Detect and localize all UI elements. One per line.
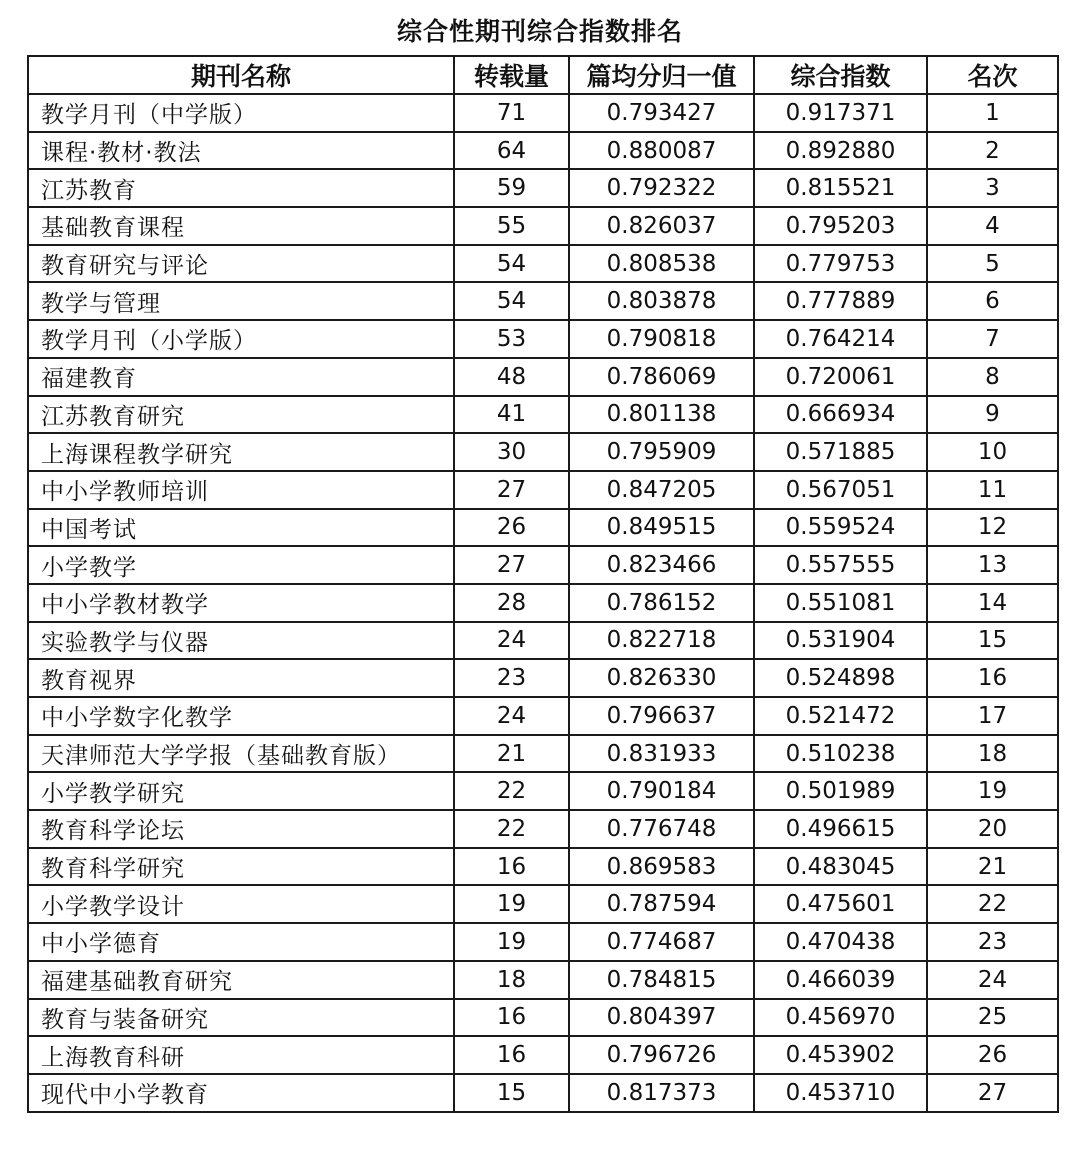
cell-repost-count: 16 <box>454 848 569 886</box>
cell-composite-index: 0.777889 <box>754 282 927 320</box>
cell-composite-index: 0.456970 <box>754 999 927 1037</box>
table-row <box>28 94 1058 132</box>
cell-repost-count: 71 <box>454 94 569 132</box>
cell-repost-count: 22 <box>454 810 569 848</box>
cell-journal-name: 现代中小学教育 <box>28 1074 454 1112</box>
cell-normalized-score: 0.826037 <box>569 207 754 245</box>
header-composite-index: 综合指数 <box>754 56 927 94</box>
cell-repost-count: 24 <box>454 622 569 660</box>
ranking-table <box>27 55 1059 1113</box>
cell-normalized-score: 0.822718 <box>569 622 754 660</box>
cell-repost-count: 19 <box>454 885 569 923</box>
cell-repost-count: 24 <box>454 697 569 735</box>
cell-rank: 6 <box>927 282 1058 320</box>
table-row <box>28 396 1058 434</box>
cell-composite-index: 0.483045 <box>754 848 927 886</box>
table-row <box>28 999 1058 1037</box>
table-row <box>28 961 1058 999</box>
table-header-row <box>28 56 1058 94</box>
cell-journal-name: 教育视界 <box>28 659 454 697</box>
cell-composite-index: 0.475601 <box>754 885 927 923</box>
cell-normalized-score: 0.786152 <box>569 584 754 622</box>
cell-composite-index: 0.720061 <box>754 358 927 396</box>
cell-composite-index: 0.551081 <box>754 584 927 622</box>
cell-normalized-score: 0.787594 <box>569 885 754 923</box>
table-row <box>28 885 1058 923</box>
cell-rank: 16 <box>927 659 1058 697</box>
table-row <box>28 358 1058 396</box>
cell-composite-index: 0.453710 <box>754 1074 927 1112</box>
cell-composite-index: 0.557555 <box>754 546 927 584</box>
cell-normalized-score: 0.774687 <box>569 923 754 961</box>
cell-repost-count: 23 <box>454 659 569 697</box>
cell-journal-name: 教育科学论坛 <box>28 810 454 848</box>
page-title: 综合性期刊综合指数排名 <box>396 17 683 46</box>
cell-rank: 1 <box>927 94 1058 132</box>
cell-repost-count: 64 <box>454 132 569 170</box>
cell-composite-index: 0.892880 <box>754 132 927 170</box>
cell-repost-count: 54 <box>454 245 569 283</box>
cell-journal-name: 教育研究与评论 <box>28 245 454 283</box>
table-row <box>28 923 1058 961</box>
cell-repost-count: 48 <box>454 358 569 396</box>
cell-journal-name: 中小学德育 <box>28 923 454 961</box>
cell-rank: 8 <box>927 358 1058 396</box>
table-row <box>28 509 1058 547</box>
cell-journal-name: 教学月刊（小学版） <box>28 320 454 358</box>
cell-repost-count: 19 <box>454 923 569 961</box>
cell-composite-index: 0.795203 <box>754 207 927 245</box>
cell-normalized-score: 0.796637 <box>569 697 754 735</box>
cell-journal-name: 上海教育科研 <box>28 1036 454 1074</box>
cell-normalized-score: 0.831933 <box>569 735 754 773</box>
cell-repost-count: 28 <box>454 584 569 622</box>
cell-normalized-score: 0.801138 <box>569 396 754 434</box>
cell-normalized-score: 0.796726 <box>569 1036 754 1074</box>
cell-normalized-score: 0.784815 <box>569 961 754 999</box>
table-row <box>28 207 1058 245</box>
cell-composite-index: 0.453902 <box>754 1036 927 1074</box>
cell-journal-name: 中国考试 <box>28 509 454 547</box>
cell-composite-index: 0.567051 <box>754 471 927 509</box>
table-row <box>28 622 1058 660</box>
cell-normalized-score: 0.795909 <box>569 433 754 471</box>
cell-repost-count: 15 <box>454 1074 569 1112</box>
cell-journal-name: 中小学数字化教学 <box>28 697 454 735</box>
table-row <box>28 169 1058 207</box>
cell-journal-name: 教育科学研究 <box>28 848 454 886</box>
cell-composite-index: 0.917371 <box>754 94 927 132</box>
cell-normalized-score: 0.790818 <box>569 320 754 358</box>
cell-composite-index: 0.764214 <box>754 320 927 358</box>
cell-normalized-score: 0.880087 <box>569 132 754 170</box>
cell-journal-name: 上海课程教学研究 <box>28 433 454 471</box>
cell-journal-name: 中小学教师培训 <box>28 471 454 509</box>
cell-rank: 20 <box>927 810 1058 848</box>
cell-journal-name: 教学月刊（中学版） <box>28 94 454 132</box>
table-row <box>28 772 1058 810</box>
table-row <box>28 132 1058 170</box>
cell-normalized-score: 0.804397 <box>569 999 754 1037</box>
cell-rank: 22 <box>927 885 1058 923</box>
cell-rank: 18 <box>927 735 1058 773</box>
table-row <box>28 659 1058 697</box>
cell-journal-name: 实验教学与仪器 <box>28 622 454 660</box>
cell-repost-count: 55 <box>454 207 569 245</box>
table-row <box>28 245 1058 283</box>
cell-repost-count: 27 <box>454 546 569 584</box>
cell-rank: 15 <box>927 622 1058 660</box>
header-journal-name: 期刊名称 <box>28 56 454 94</box>
cell-repost-count: 21 <box>454 735 569 773</box>
cell-journal-name: 江苏教育研究 <box>28 396 454 434</box>
cell-repost-count: 26 <box>454 509 569 547</box>
cell-rank: 9 <box>927 396 1058 434</box>
cell-journal-name: 教学与管理 <box>28 282 454 320</box>
cell-repost-count: 16 <box>454 1036 569 1074</box>
cell-normalized-score: 0.817373 <box>569 1074 754 1112</box>
cell-journal-name: 小学教学 <box>28 546 454 584</box>
cell-repost-count: 53 <box>454 320 569 358</box>
cell-rank: 21 <box>927 848 1058 886</box>
cell-rank: 19 <box>927 772 1058 810</box>
cell-journal-name: 小学教学研究 <box>28 772 454 810</box>
cell-composite-index: 0.521472 <box>754 697 927 735</box>
cell-rank: 13 <box>927 546 1058 584</box>
cell-composite-index: 0.571885 <box>754 433 927 471</box>
cell-normalized-score: 0.792322 <box>569 169 754 207</box>
header-repost-count: 转载量 <box>454 56 569 94</box>
table-row <box>28 584 1058 622</box>
cell-composite-index: 0.510238 <box>754 735 927 773</box>
cell-rank: 23 <box>927 923 1058 961</box>
cell-composite-index: 0.470438 <box>754 923 927 961</box>
cell-rank: 7 <box>927 320 1058 358</box>
header-rank: 名次 <box>927 56 1058 94</box>
cell-composite-index: 0.496615 <box>754 810 927 848</box>
cell-repost-count: 18 <box>454 961 569 999</box>
cell-journal-name: 江苏教育 <box>28 169 454 207</box>
cell-repost-count: 41 <box>454 396 569 434</box>
cell-repost-count: 30 <box>454 433 569 471</box>
table-row <box>28 433 1058 471</box>
cell-rank: 27 <box>927 1074 1058 1112</box>
cell-journal-name: 小学教学设计 <box>28 885 454 923</box>
cell-normalized-score: 0.786069 <box>569 358 754 396</box>
table-body <box>28 94 1058 1112</box>
cell-composite-index: 0.666934 <box>754 396 927 434</box>
cell-repost-count: 54 <box>454 282 569 320</box>
cell-rank: 4 <box>927 207 1058 245</box>
cell-journal-name: 课程·教材·教法 <box>28 132 454 170</box>
cell-normalized-score: 0.847205 <box>569 471 754 509</box>
cell-rank: 12 <box>927 509 1058 547</box>
cell-rank: 10 <box>927 433 1058 471</box>
cell-composite-index: 0.466039 <box>754 961 927 999</box>
table-row <box>28 282 1058 320</box>
cell-composite-index: 0.815521 <box>754 169 927 207</box>
cell-normalized-score: 0.869583 <box>569 848 754 886</box>
cell-normalized-score: 0.790184 <box>569 772 754 810</box>
cell-repost-count: 59 <box>454 169 569 207</box>
cell-rank: 5 <box>927 245 1058 283</box>
cell-composite-index: 0.559524 <box>754 509 927 547</box>
cell-normalized-score: 0.826330 <box>569 659 754 697</box>
cell-repost-count: 22 <box>454 772 569 810</box>
cell-normalized-score: 0.776748 <box>569 810 754 848</box>
cell-composite-index: 0.501989 <box>754 772 927 810</box>
table-row <box>28 697 1058 735</box>
table-row <box>28 735 1058 773</box>
cell-rank: 25 <box>927 999 1058 1037</box>
cell-rank: 14 <box>927 584 1058 622</box>
table-row <box>28 471 1058 509</box>
table-row <box>28 320 1058 358</box>
cell-composite-index: 0.779753 <box>754 245 927 283</box>
cell-journal-name: 福建教育 <box>28 358 454 396</box>
header-normalized-score: 篇均分归一值 <box>569 56 754 94</box>
cell-normalized-score: 0.849515 <box>569 509 754 547</box>
cell-rank: 11 <box>927 471 1058 509</box>
cell-journal-name: 天津师范大学学报（基础教育版） <box>28 735 454 773</box>
table-row <box>28 848 1058 886</box>
cell-rank: 24 <box>927 961 1058 999</box>
cell-repost-count: 16 <box>454 999 569 1037</box>
table-row <box>28 810 1058 848</box>
cell-journal-name: 福建基础教育研究 <box>28 961 454 999</box>
cell-composite-index: 0.524898 <box>754 659 927 697</box>
table-row <box>28 1036 1058 1074</box>
cell-rank: 17 <box>927 697 1058 735</box>
cell-journal-name: 教育与装备研究 <box>28 999 454 1037</box>
cell-repost-count: 27 <box>454 471 569 509</box>
cell-normalized-score: 0.823466 <box>569 546 754 584</box>
cell-rank: 3 <box>927 169 1058 207</box>
cell-normalized-score: 0.793427 <box>569 94 754 132</box>
cell-journal-name: 中小学教材教学 <box>28 584 454 622</box>
cell-rank: 2 <box>927 132 1058 170</box>
table-row <box>28 546 1058 584</box>
cell-normalized-score: 0.808538 <box>569 245 754 283</box>
cell-journal-name: 基础教育课程 <box>28 207 454 245</box>
cell-rank: 26 <box>927 1036 1058 1074</box>
cell-composite-index: 0.531904 <box>754 622 927 660</box>
cell-normalized-score: 0.803878 <box>569 282 754 320</box>
table-row <box>28 1074 1058 1112</box>
